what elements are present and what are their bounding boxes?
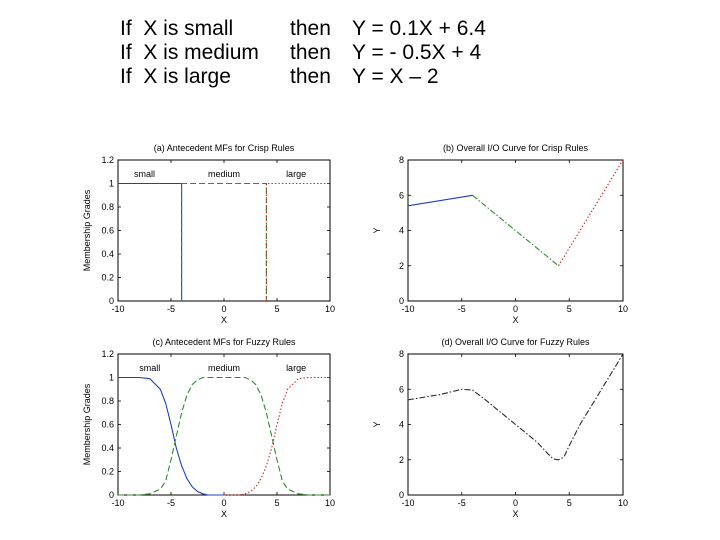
x-tick-label: -5 [166,304,176,314]
y-tick-label: 6 [398,190,404,201]
chart-title: (d) Overall I/O Curve for Fuzzy Rules [441,337,590,347]
y-tick-label: 4 [398,225,404,236]
x-tick-label: -10 [111,498,125,508]
x-tick-label: 10 [617,304,629,314]
series-annotation: medium [207,169,241,180]
y-tick-label: 0 [398,296,404,306]
y-tick-label: 0 [398,490,404,500]
rule-output: Y = 0.1X + 6.4 [352,17,486,40]
y-axis-label: Y [372,227,382,234]
y-tick-label: 8 [398,349,404,359]
rule-then: then [290,65,331,88]
plot-frame [118,354,330,495]
y-tick-label: 1.2 [101,155,114,165]
y-tick-label: 0.8 [101,202,114,212]
rule-condition: If X is small [120,17,234,40]
series-annotation: small [133,169,156,180]
plot-frame [408,160,623,301]
x-axis-label: X [220,315,228,325]
x-tick-label: -5 [166,498,176,508]
x-tick-label: 5 [274,498,280,508]
y-axis-label: Membership Grades [82,189,92,272]
y-tick-label: 2 [398,454,404,465]
x-tick-label: -10 [111,304,125,314]
rule-then: then [290,41,331,64]
y-tick-label: 0.2 [101,272,114,283]
rule-output: Y = - 0.5X + 4 [352,41,482,64]
y-tick-label: 0 [108,296,114,306]
x-tick-label: 10 [324,304,336,314]
y-tick-label: 8 [398,155,404,165]
x-tick-label: -10 [401,304,415,314]
rule-output: Y = X – 2 [352,65,439,88]
series-annotation: large [286,169,307,180]
series-annotation: medium [207,363,241,374]
series-annotation: large [286,363,307,374]
series-line [408,195,473,206]
chart-panel [372,143,628,325]
x-tick-label: -10 [401,498,415,508]
y-tick-label: 0.2 [101,466,114,477]
x-tick-label: 5 [566,498,572,508]
chart-title: (c) Antecedent MFs for Fuzzy Rules [152,337,296,347]
y-axis-label: Y [372,421,382,428]
x-axis-label: X [220,509,228,519]
y-tick-label: 0.6 [101,225,114,236]
series-line [118,184,182,302]
x-tick-label: 5 [566,304,572,314]
series-line [118,378,224,496]
y-tick-label: 0 [108,490,114,500]
x-tick-label: 0 [512,498,519,508]
rule-condition: If X is large [120,65,231,88]
series-line [118,378,330,496]
y-tick-label: 0.6 [101,419,114,430]
chart-panel [82,143,335,325]
chart-panel [82,337,335,519]
y-tick-label: 1.2 [101,349,114,359]
rule-condition: If X is medium [120,41,259,64]
x-tick-label: -5 [457,498,466,508]
series-line [266,184,330,302]
x-tick-label: 10 [324,498,336,508]
y-tick-label: 1 [108,372,114,383]
chart-title: (b) Overall I/O Curve for Crisp Rules [442,143,589,153]
y-axis-label: Membership Grades [82,383,92,466]
x-tick-label: 0 [221,498,227,508]
y-tick-label: 6 [398,384,404,395]
x-tick-label: 10 [617,498,629,508]
plot-frame [118,160,330,301]
rule-then: then [290,17,331,40]
x-axis-label: X [512,509,519,519]
y-tick-label: 4 [398,419,404,430]
series-line [473,195,559,265]
x-tick-label: 0 [512,304,519,314]
series-line [408,354,623,460]
y-tick-label: 0.4 [101,443,114,453]
x-tick-label: 5 [274,304,280,314]
x-tick-label: -5 [457,304,466,314]
chart-title: (a) Antecedent MFs for Crisp Rules [153,143,295,153]
y-tick-label: 0.4 [101,249,114,259]
series-line [559,160,624,266]
y-tick-label: 1 [108,178,114,189]
x-tick-label: 0 [221,304,227,314]
y-tick-label: 2 [398,260,404,271]
series-annotation: small [139,363,161,374]
y-tick-label: 0.8 [101,396,114,406]
chart-panel [372,337,628,519]
x-axis-label: X [512,315,519,325]
series-line [182,184,267,302]
series-line [224,378,330,496]
